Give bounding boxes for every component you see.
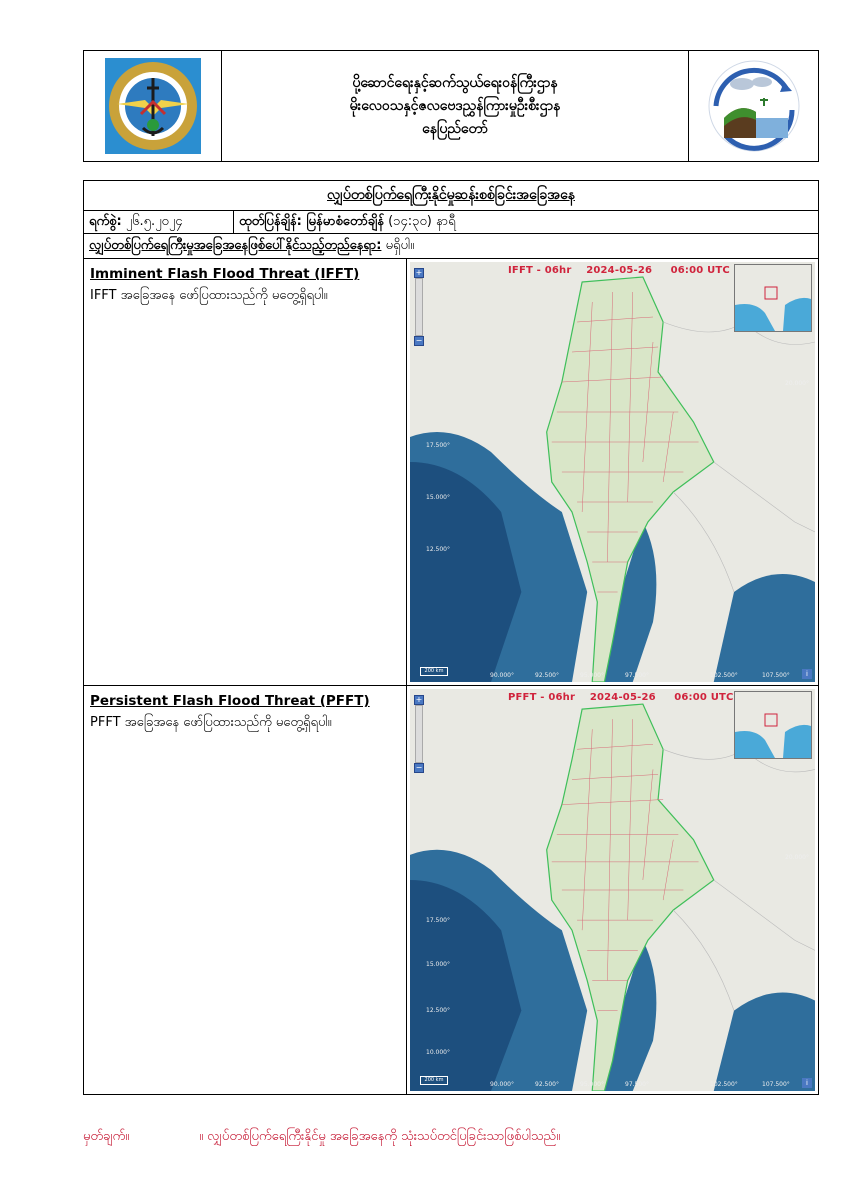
pfft-title: Persistent Flash Flood Threat (PFFT) xyxy=(90,693,370,709)
lon-tick: 102.500° xyxy=(710,672,738,679)
zoom-slider[interactable] xyxy=(415,278,423,336)
zoom-out-button[interactable]: − xyxy=(415,763,423,772)
scale-bar: 200 km xyxy=(420,667,448,676)
issue-time-label: ထုတ်ပြန်ချိန်: မြန်မာစံတော်ချိန် xyxy=(239,213,384,229)
date-value: ၂၆.၅.၂၀၂၄ xyxy=(125,213,183,229)
ifft-map[interactable] xyxy=(410,262,815,682)
lon-tick: 90.000° xyxy=(490,1081,514,1088)
lat-tick: 12.500° xyxy=(426,546,450,553)
ifft-map-cell xyxy=(407,259,818,685)
lat-tick: 10.000° xyxy=(426,1049,450,1056)
department-name: မိုးလေဝသနှင့်ဇလဗေဒညွှန်ကြားမှုဦးစီးဌာန xyxy=(349,97,561,114)
pfft-section xyxy=(84,686,818,1094)
left-logo-cell xyxy=(84,51,222,161)
ifft-title: Imminent Flash Flood Threat (IFFT) xyxy=(90,266,360,282)
pfft-map[interactable] xyxy=(410,689,815,1091)
lon-tick: 92.500° xyxy=(535,672,559,679)
affected-area-value: မရှိပါ။ xyxy=(385,237,415,253)
affected-area-label: လျှပ်တစ်ပြက်ရေကြီးမှုအခြေအနေဖြစ်ပေါ်နိုင်သည့်တည်နေရာ: xyxy=(89,237,382,253)
ifft-text-cell xyxy=(84,259,407,685)
lat-tick: 15.000° xyxy=(426,494,450,501)
pfft-map-cell xyxy=(407,686,818,1094)
letterhead xyxy=(83,50,819,162)
lon-tick: 95.000° xyxy=(580,1081,604,1088)
issue-time-cell xyxy=(234,211,818,233)
date-label: ရက်စွဲ: xyxy=(89,213,122,229)
info-icon[interactable]: i xyxy=(802,669,812,679)
date-time-row xyxy=(84,211,818,234)
lon-tick: 90.000° xyxy=(490,672,514,679)
lon-tick: 95.000° xyxy=(580,672,604,679)
overview-map-icon xyxy=(735,692,811,758)
city-name: နေပြည်တော် xyxy=(422,120,488,137)
pfft-map-caption: PFFT - 06hr 2024-05-26 06:00 UTC xyxy=(508,692,734,703)
lon-tick: 107.500° xyxy=(762,1081,790,1088)
info-icon[interactable]: i xyxy=(802,1078,812,1088)
ministry-emblem-icon xyxy=(105,58,201,154)
zoom-slider[interactable] xyxy=(415,705,423,763)
lon-tick: 107.500° xyxy=(762,672,790,679)
lon-tick: 102.500° xyxy=(710,1081,738,1088)
assessment-table xyxy=(83,180,819,1095)
ifft-map-caption: IFFT - 06hr 2024-05-26 06:00 UTC xyxy=(508,265,730,276)
ifft-overview-map[interactable] xyxy=(734,264,812,332)
zoom-in-button[interactable]: + xyxy=(415,695,423,704)
lon-tick: 97.500° xyxy=(625,672,649,679)
lat-tick: 17.500° xyxy=(426,917,450,924)
overview-map-icon xyxy=(735,265,811,331)
right-logo-cell xyxy=(688,51,818,161)
lon-tick: 97.500° xyxy=(625,1081,649,1088)
ministry-title xyxy=(222,51,688,161)
ifft-zoom-control xyxy=(414,268,424,346)
lon-tick: 92.500° xyxy=(535,1081,559,1088)
lat-tick: 20.000° xyxy=(785,380,809,387)
lat-tick: 17.500° xyxy=(426,442,450,449)
pfft-body: PFFT အခြေအနေ ဖော်ပြထားသည်ကို မတွေ့ရှိရပါ။ xyxy=(90,715,332,730)
footnote xyxy=(83,1128,560,1147)
pfft-zoom-control xyxy=(414,695,424,773)
water-cycle-icon xyxy=(706,58,802,154)
lat-tick: 20.000° xyxy=(785,854,809,861)
scale-bar: 200 km xyxy=(420,1076,448,1085)
date-cell xyxy=(84,211,234,233)
lat-tick: 15.000° xyxy=(426,961,450,968)
lat-tick: 12.500° xyxy=(426,1007,450,1014)
ifft-section xyxy=(84,259,818,686)
report-title: လျှပ်တစ်ပြက်ရေကြီးနိုင်မှုဆန်းစစ်ခြင်းအခြေအနေ xyxy=(84,181,818,211)
footnote-text: ။ လျှပ်တစ်ပြက်ရေကြီးနိုင်မှု အခြေအနေကို သုံးသပ်တင်ပြခြင်းသာဖြစ်ပါသည်။ xyxy=(199,1129,561,1144)
issue-time-value: (၁၄:၃၀) နာရီ xyxy=(388,213,456,229)
pfft-overview-map[interactable] xyxy=(734,691,812,759)
affected-area-row xyxy=(84,234,818,259)
zoom-out-button[interactable]: − xyxy=(415,336,423,345)
ifft-body: IFFT အခြေအနေ ဖော်ပြထားသည်ကို မတွေ့ရှိရပါ။ xyxy=(90,288,328,303)
zoom-in-button[interactable]: + xyxy=(415,268,423,277)
ministry-name: ပို့ဆောင်ရေးနှင့်ဆက်သွယ်ရေးဝန်ကြီးဌာန xyxy=(352,74,558,91)
pfft-text-cell xyxy=(84,686,407,1094)
footnote-label: မှတ်ချက်။ xyxy=(83,1129,130,1144)
